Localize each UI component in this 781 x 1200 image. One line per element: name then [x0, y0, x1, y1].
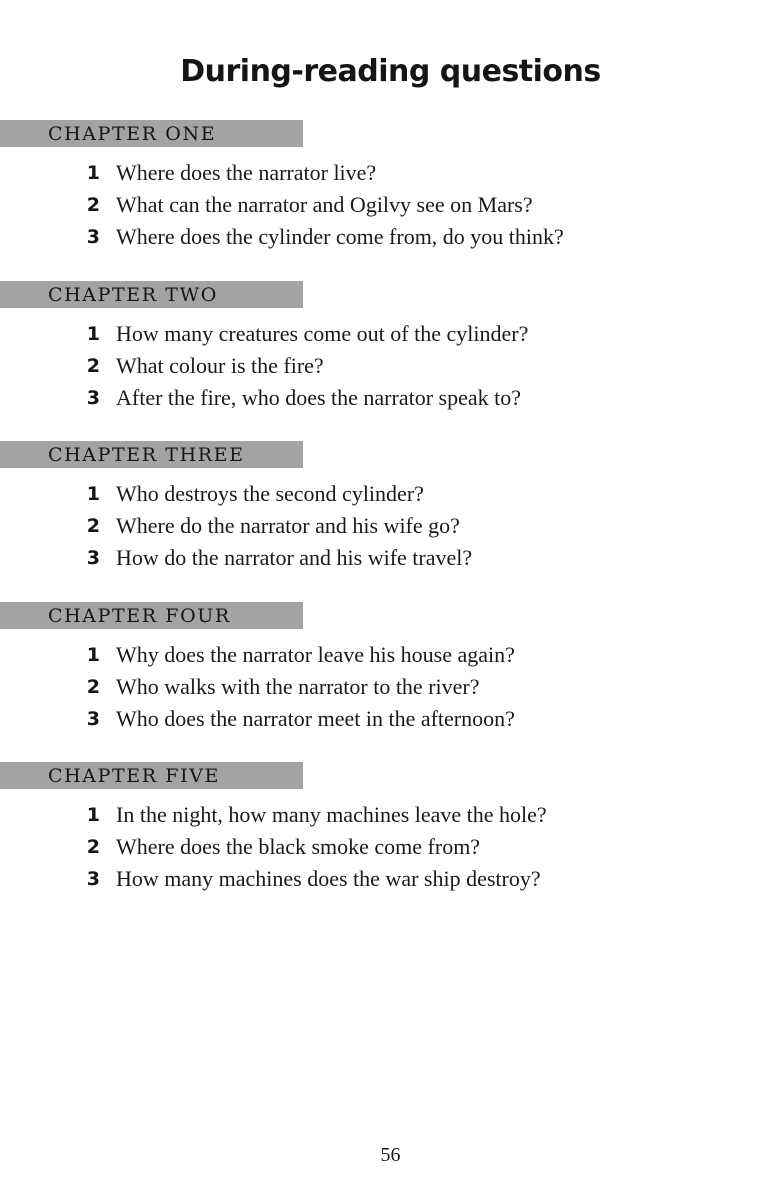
chapter-section: [0, 281, 781, 442]
question-number: 3: [86, 386, 100, 409]
question-text: Where does the narrator live?: [116, 160, 377, 185]
question-item: [0, 703, 781, 735]
question-text: Where do the narrator and his wife go?: [116, 513, 460, 538]
chapter-section: [0, 762, 781, 923]
page-number: 56: [380, 1144, 401, 1166]
question-number: 2: [86, 354, 100, 377]
question-text: How many creatures come out of the cylinder?: [116, 320, 529, 346]
question-number: 1: [86, 162, 100, 184]
question-text: After the fire, who does the narrator speak to?: [116, 384, 522, 410]
question-list: [0, 468, 781, 574]
question-number: 1: [86, 643, 100, 666]
question-text: What can the narrator and Ogilvy see on Mars?: [116, 192, 533, 217]
question-item: [0, 671, 781, 703]
chapter-section: [0, 602, 781, 763]
question-number: 1: [86, 804, 100, 826]
question-text: How many machines does the war ship destroy?: [116, 866, 541, 891]
question-item: [0, 221, 781, 253]
chapter-heading: CHAPTER ONE: [0, 120, 303, 147]
question-text: How do the narrator and his wife travel?: [116, 545, 473, 570]
chapter-section: [0, 441, 781, 602]
question-number: 2: [86, 515, 100, 537]
question-item: [0, 478, 781, 510]
question-item: [0, 831, 781, 863]
question-item: [0, 382, 781, 414]
question-item: [0, 639, 781, 671]
question-item: [0, 157, 781, 189]
question-number: 3: [86, 547, 100, 569]
question-text: Who walks with the narrator to the river?: [116, 673, 480, 699]
question-number: 3: [86, 226, 100, 248]
chapter-heading: CHAPTER THREE: [0, 441, 303, 468]
question-number: 2: [86, 194, 100, 216]
question-text: In the night, how many machines leave the hole?: [116, 802, 547, 827]
question-item: [0, 542, 781, 574]
question-number: 1: [86, 322, 100, 345]
question-item: [0, 189, 781, 221]
question-number: 2: [86, 836, 100, 858]
question-list: [0, 789, 781, 895]
question-number: 3: [86, 868, 100, 890]
question-text: Where does the black smoke come from?: [116, 834, 481, 859]
chapter-heading: CHAPTER FOUR: [0, 602, 303, 629]
question-list: [0, 629, 781, 735]
question-text: Why does the narrator leave his house again?: [116, 641, 515, 667]
question-item: [0, 318, 781, 350]
question-item: [0, 510, 781, 542]
question-item: [0, 863, 781, 895]
chapter-heading: CHAPTER TWO: [0, 281, 303, 308]
question-item: [0, 799, 781, 831]
question-number: 2: [86, 675, 100, 698]
chapter-section: [0, 120, 781, 281]
chapter-list: [0, 120, 781, 923]
question-text: Who does the narrator meet in the afternoon?: [116, 705, 515, 731]
question-text: Where does the cylinder come from, do you think?: [116, 224, 564, 249]
question-text: Who destroys the second cylinder?: [116, 481, 424, 506]
question-number: 1: [86, 483, 100, 505]
question-number: 3: [86, 707, 100, 730]
page-title: During-reading questions: [180, 54, 601, 89]
question-text: What colour is the fire?: [116, 352, 324, 378]
question-list: [0, 308, 781, 414]
question-item: [0, 350, 781, 382]
question-list: [0, 147, 781, 253]
chapter-heading: CHAPTER FIVE: [0, 762, 303, 789]
